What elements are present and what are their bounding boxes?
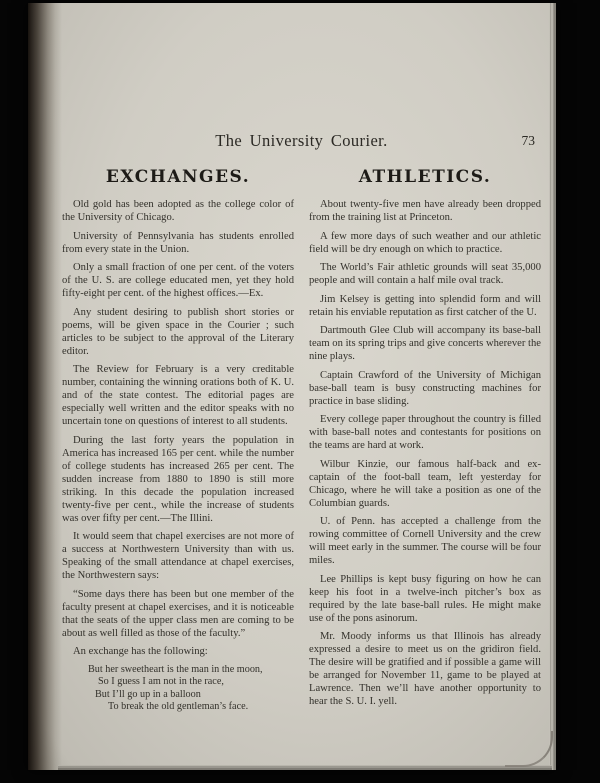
- paragraph: University of Pennsylvania has students enrolled from every state in the Union.: [62, 230, 294, 255]
- paragraph: Lee Phillips is kept busy figuring on how he can keep his foot in a twelve-inch pitcher’s box as required by the late base-ball rules. He might make use of the pons asinorum.: [309, 573, 541, 624]
- paragraph: U. of Penn. has accepted a challenge from the rowing committee of Cornell University and the crew will meet early in the summer. The course will be four miles.: [309, 516, 541, 566]
- column-exchanges-body: [62, 198, 294, 714]
- paragraph: A few more days of such weather and our athletic field will be dry enough on which to practice.: [309, 230, 541, 255]
- paragraph: Jim Kelsey is getting into splendid form and will retain his enviable reputation as first catcher of the U.: [309, 293, 541, 318]
- masthead: [62, 131, 541, 155]
- page-content: [28, 3, 556, 770]
- poem-line: But I’ll go up in a balloon: [95, 688, 201, 700]
- paragraph: “Some days there has been but one member of the faculty present at chapel exercises, and it is noticeable that the seats of the upper class men are coming to be about as well filled as those of the faculty.”: [62, 588, 294, 639]
- section-title-athletics: ATHLETICS.: [358, 167, 492, 187]
- paragraph: Dartmouth Glee Club will accompany its base-ball team on its spring trips and give concerts wherever the nine plays.: [309, 325, 541, 362]
- poem: [88, 664, 294, 714]
- paragraph: Old gold has been adopted as the college color of the University of Chicago.: [62, 199, 294, 223]
- paragraph: The World’s Fair athletic grounds will seat 35,000 people and will contain a half mile oval track.: [309, 262, 541, 286]
- section-title-exchanges: EXCHANGES.: [105, 167, 251, 187]
- paragraph: About twenty-five men have already been dropped from the training list at Princeton.: [309, 199, 541, 223]
- two-column-layout: [62, 163, 541, 714]
- paragraph: The Review for February is a very creditable number, containing the winning orations both of K. U. and of the state contest. The editorial pages are especially well written and the editor speaks with no uncertain tone on questions of interest to all students.: [62, 364, 294, 427]
- paragraph: Any student desiring to publish short stories or poems, will be given space in the Courier ; such articles to be subject to the approval of the Literary editor.: [62, 306, 294, 357]
- paragraph: Wilbur Kinzie, our famous half-back and ex-captain of the foot-ball team, left yesterday for Chicago, where he will take a position as one of the Columbian guards.: [309, 458, 541, 509]
- column-athletics: [309, 163, 541, 714]
- paragraph: Mr. Moody informs us that Illinois has already expressed a desire to meet us on the gridiron field. The desire will be gratified and if possible a game will be arranged for November 11, game to be played at Lawrence. Then we’ll have another opportunity to hear the S. U. I. yell.: [309, 631, 541, 707]
- page-number: 73: [521, 133, 535, 148]
- paragraph: Every college paper throughout the country is filled with base-ball notes and contestants for positions on the teams are hard at work.: [309, 414, 541, 451]
- poem-line: To break the old gentleman’s face.: [108, 701, 249, 712]
- column-athletics-body: [309, 198, 541, 708]
- paragraph: It would seem that chapel exercises are not more of a success at Northwestern University than with us. Speaking of the small attendance at chapel exercises, the Northwestern says:: [62, 531, 294, 581]
- paragraph: Captain Crawford of the University of Michigan base-ball team is busy constructing machines for practice in base sliding.: [309, 369, 541, 407]
- paragraph: Only a small fraction of one per cent. of the voters of the U. S. are college educated men, yet they hold fifty-eight per cent. of the highest offices.—Ex.: [62, 262, 294, 299]
- poem-line: So I guess I am not in the race,: [98, 676, 224, 687]
- paragraph: During the last forty years the population in America has increased 165 per cent. while the number of college students has increased 265 per cent. The sudden increase from 1880 to 1890 is still more striking. In this decade the population increased twenty-five per cent., while the increase of students was over fifty per cent.—The Illini.: [62, 434, 294, 524]
- book-page: [28, 3, 556, 770]
- paragraph: An exchange has the following:: [73, 646, 208, 657]
- journal-title: The University Courier.: [215, 131, 388, 150]
- poem-line: But her sweetheart is the man in the moon,: [88, 663, 263, 675]
- column-exchanges: [62, 163, 294, 714]
